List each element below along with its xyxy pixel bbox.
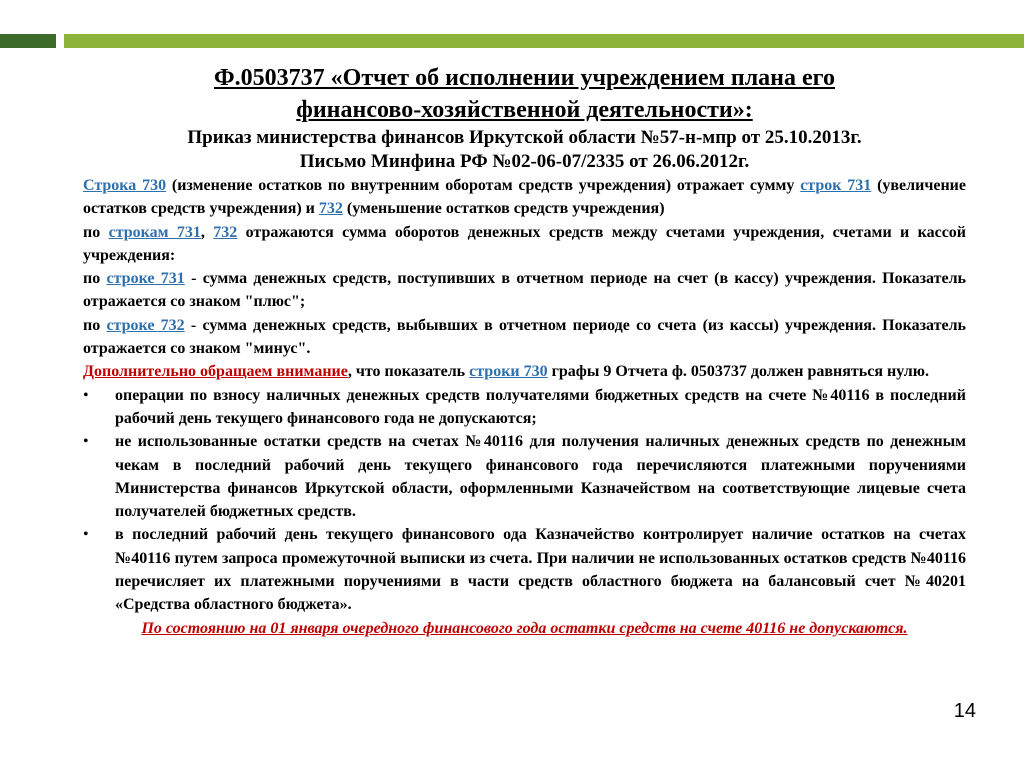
bullet-text: в последний рабочий день текущего финансового ода Казначейство контролирует наличие остатков на счетах №40116 путем запроса промежуточной выписки из счета. При наличии не использованных остатков средств №40116 перечисляет их платежными поручениями в части средств областного бюджета на балансовый счет №40201 «Средства областного бюджета».	[115, 526, 966, 614]
link-line-731-detail[interactable]: строке 731	[106, 270, 185, 288]
para1-text-1: (изменение остатков по внутренним оборотам средств учреждения) отражает сумму	[166, 177, 801, 194]
para4-text-2: - сумма денежных средств, выбывших в отчетном периоде со счета (из кассы) учреждения. Показатель отражается со знаком "минус".	[83, 316, 967, 358]
para3-text-2: - сумма денежных средств, поступивших в отчетном периоде на счет (в кассу) учреждения. Показатель отражается со знаком "плюс";	[83, 270, 967, 311]
paragraph-line-730	[83, 174, 966, 221]
paragraph-line-732	[83, 314, 966, 361]
page-number: 14	[953, 700, 976, 722]
paragraph-line-731	[83, 267, 966, 314]
slide-subtitle	[83, 126, 966, 174]
bullet-icon: •	[83, 386, 89, 404]
bullet-icon: •	[83, 433, 89, 451]
paragraph-attention	[83, 360, 966, 383]
link-lines-732[interactable]: 732	[213, 223, 238, 241]
attention-label: Дополнительно обращаем внимание	[83, 363, 348, 381]
title-line-2: финансово-хозяйственной деятельности»:	[296, 97, 753, 123]
para2-text-1: по	[83, 223, 109, 241]
subtitle-line-2: Письмо Минфина РФ №02-06-07/2335 от 26.06.2012г.	[299, 151, 750, 172]
link-line-731[interactable]: строк 731	[800, 177, 872, 194]
title-line-1: Ф.0503737 «Отчет об исполнении учреждением плана его	[214, 65, 835, 91]
link-line-730-report[interactable]: строки 730	[469, 363, 548, 381]
link-line-732-detail[interactable]: строке 732	[106, 316, 185, 334]
bullet-item	[83, 523, 966, 616]
slide-title	[83, 62, 966, 126]
para5-text-2: графы 9 Отчета ф. 0503737 должен равняться нулю.	[547, 363, 930, 381]
bullet-item	[83, 384, 966, 431]
link-line-730[interactable]: Строка 730	[83, 177, 167, 194]
link-line-732[interactable]: 732	[318, 200, 343, 218]
subtitle-line-1: Приказ министерства финансов Иркутской области №57-н-мпр от 25.10.2013г.	[187, 127, 862, 148]
para2-text-3: отражаются сумма оборотов денежных средств между счетами учреждения, счетами и кассой учреждения:	[83, 223, 967, 264]
header-bar-light	[64, 34, 1024, 48]
bullet-icon: •	[83, 526, 89, 544]
slide-content	[83, 62, 966, 640]
para1-text-3: (уменьшение остатков средств учреждения)	[342, 200, 665, 218]
final-note: По состоянию на 01 января очередного финансового года остатки средств на счете 40116 не допускаются.	[141, 619, 908, 637]
link-lines-731[interactable]: строкам 731	[108, 223, 201, 241]
bullet-text: операции по взносу наличных денежных средств получателями бюджетных средств на счете №40116 в последний рабочий день текущего финансового года не допускаются;	[115, 386, 966, 427]
para3-text-1: по	[83, 270, 107, 288]
bullet-list	[83, 384, 966, 617]
para2-text-2: ,	[200, 223, 214, 241]
paragraph-lines-731-732	[83, 221, 966, 268]
para4-text-1: по	[83, 316, 107, 334]
bullet-item	[83, 430, 966, 523]
para1-text-2: (увеличение остатков средств учреждения) и	[83, 177, 967, 218]
para5-text-1: , что показатель	[347, 363, 470, 381]
bullet-text: не использованные остатки средств на счетах №40116 для получения наличных денежных средств по денежным чекам в последний рабочий день текущего финансового года перечисляются платежными поручениями Министерства финансов Иркутской области, оформленными Казначейством на соответствующие лицевые счета получателей бюджетных средств.	[115, 433, 966, 521]
header-bar-dark	[0, 34, 56, 48]
